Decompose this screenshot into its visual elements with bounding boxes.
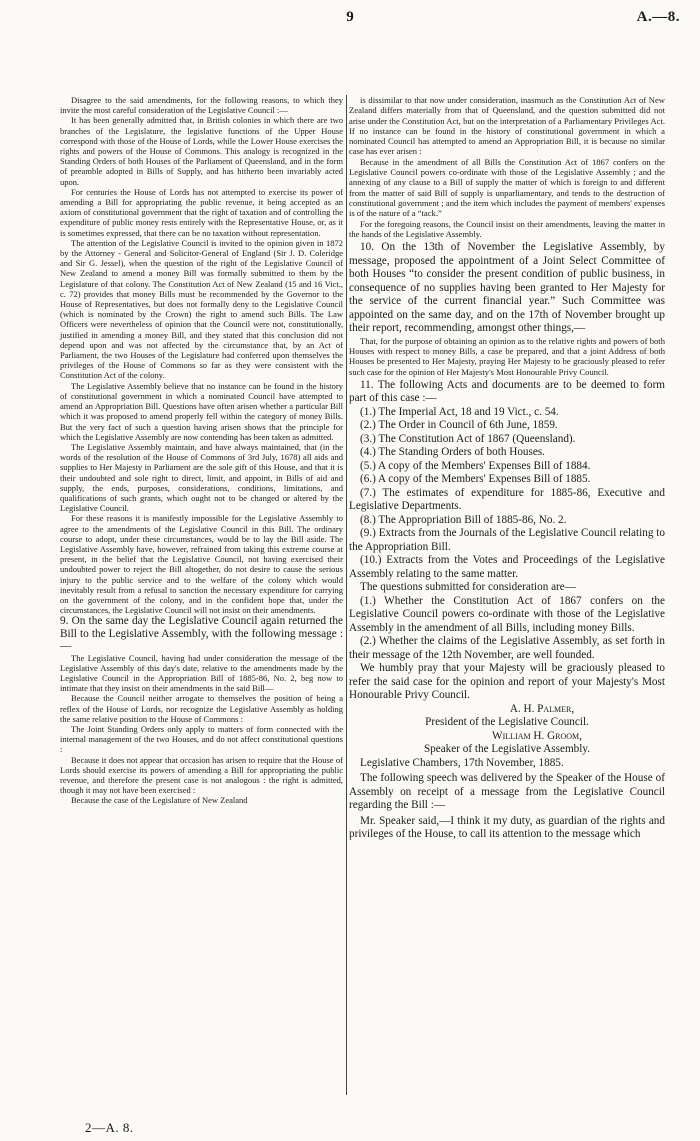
signatory-speaker: William H. Groom,: [492, 729, 582, 742]
paragraph: For the foregoing reasons, the Council insist on their amendments, leaving the matter in the hands of the Legislative Assembly.: [349, 218, 665, 239]
signatory-president: A. H. Palmer,: [509, 702, 575, 715]
right-column-text: [349, 95, 665, 703]
page-number: 9: [346, 9, 354, 25]
paragraph: For centuries the House of Lords has not attempted to exercise its power of amending a Bill for appropriating the public revenue, it being accepted as an axiom of constitutional government that the right of taxation and of controlling the expenditure of public money rests entirely with the Representative House, or, as it is sometimes expressed, that there can be no taxation without representation.: [60, 186, 343, 238]
paragraph: (1.) Whether the Constitution Act of 1867 confers on the Legislative Council powers co-ordinate with those of the Legislative Assembly in the amendment of all Bills, including money Bills.: [349, 594, 665, 634]
paragraph: It has been generally admitted that, in British colonies in which there are two branches of the Legislature, the legislative functions of the Upper House correspond with those of the House of Lords, while the Lower House exercises the rights and powers of the House of Commons. This analogy is recognized in the Standing Orders of both Houses of the Parliament of Queensland, and in the form of preamble adopted in Bills of Supply, and has hitherto been invariably acted upon.: [60, 115, 343, 187]
paragraph: The Legislative Council, having had under consideration the message of the Legislative Assembly of this day's date, relative to the amendments made by the Legislative Council in the Appropriation Bill of 1885-86, No. 2, beg now to intimate that they insist on their amendments in the said Bill—: [60, 652, 343, 694]
paragraph: (6.) A copy of the Members' Expenses Bill of 1885.: [360, 473, 591, 486]
paragraph: (3.) The Constitution Act of 1867 (Queensland).: [360, 432, 576, 445]
paragraph: The Legislative Assembly believe that no instance can be found in the history of constitutional government in which a nominated Council have attempted to amend an Appropriation Bill. Questions have often arisen whether a particular Bill which it was proposed to amend properly fell within the category of money Bills. But the very fact of such a question having arisen shows that the principle for which the Legislative Assembly are now contending has been taken as admitted.: [60, 380, 343, 442]
paragraph: (7.) The estimates of expenditure for 1885-86, Executive and Legislative Departments.: [349, 486, 665, 513]
paragraph: Disagree to the said amendments, for the following reasons, to which they invite the most careful consideration of the Legislative Council :—: [60, 95, 343, 116]
paragraph: The Legislative Assembly maintain, and have always maintained, that (in the words of the resolution of the House of Commons of 3rd July, 1678) all aids and supplies to Her Majesty in Parliament are the sole gift of this House, and that it is their undoubted and sole right to direct, limit, and appoint, in Bills of aid and supply, the ends, purposes, considerations, conditions, limitations, and qualifications of such grants, which ought not to be changed or altered by the Legislative Council.: [60, 441, 343, 514]
paragraph: (2.) The Order in Council of 6th June, 1859.: [360, 419, 558, 432]
paragraph: The attention of the Legislative Council is invited to the opinion given in 1872 by the Attorney - General and Solicitor-General of England (Sir J. D. Coleridge and Sir G. Jessel), when the question of the right of the Legislative Council of New Zealand to amend a money Bill was formally submitted to them by the Legislature of that colony. The Constitution Act of New Zealand (15 and 16 Vict., c. 72) provides that money Bills must be recommended by the Governor to the House of Representatives, but does not formally deny to the Legislative Council (which is nominated by the Crown) the right to amend such Bills. The Law Officers were nevertheless of opinion that the Council were not, constitutionally, justified in amending a money Bill, and they stated that this conclusion did not depend upon and was not affected by the circumstance that, by an Act of Parliament, the two Houses of the Legislature had conferred upon themselves the privileges of the House of Commons so far as they were consistent with the Constitution Act of the colony.: [60, 237, 343, 381]
place-date: Legislative Chambers, 17th November, 1885.: [360, 756, 564, 769]
paragraph: The following speech was delivered by the Speaker of the House of Assembly on receipt of a message from the Legislative Council regarding the Bill :—: [349, 772, 665, 812]
paragraph: The Joint Standing Orders only apply to matters of form connected with the internal management of the two Houses, and do not affect constitutional questions :: [60, 724, 343, 755]
left-column: [60, 95, 343, 806]
paragraph: (10.) Extracts from the Votes and Proceedings of the Legislative Assembly relating to the same matter.: [349, 554, 665, 580]
paragraph: Because the case of the Legislature of New Zealand: [71, 795, 248, 806]
paragraph: (8.) The Appropriation Bill of 1885-86, No. 2.: [360, 513, 567, 526]
paragraph: (1.) The Imperial Act, 18 and 19 Vict., c. 54.: [360, 405, 559, 418]
paragraph: 9. On the same day the Legislative Council again returned the Bill to the Legislative Assembly, with the following message :—: [60, 615, 343, 653]
column-divider: [346, 95, 347, 1095]
paragraph: Because the Council neither arrogate to themselves the position of being a reflex of the House of Lords, nor recognize the Legislative Assembly as holding the same relative position to the House of Commons :: [60, 693, 343, 724]
signature-block: [349, 703, 665, 771]
paragraph: That, for the purpose of obtaining an opinion as to the relative rights and powers of both Houses with respect to money Bills, a case be prepared, and that a joint Address of both Houses be presented to Her Majesty, praying Her Majesty to be graciously pleased to refer such case for the opinion of Her Majesty's Most Honourable Privy Council.: [349, 335, 665, 377]
paragraph: is dissimilar to that now under consideration, inasmuch as the Constitution Act of New Zealand differs materially from that of Queensland, and the question submitted did not arise under the Constitution Act, but on the interpretation of a Parliamentary Privileges Act. If no instance can be found in the history of constitutional government in which a nominated Council has attempted to amend an Appropriation Bill, it is because no similar case has ever arisen :: [349, 95, 665, 157]
signatory-president-title: President of the Legislative Council.: [425, 716, 589, 729]
paragraph: The questions submitted for consideration are—: [360, 581, 576, 594]
paragraph: Because in the amendment of all Bills the Constitution Act of 1867 confers on the Legislative Council powers co-ordinate with those of the Legislative Assembly ; and the annexing of any clause to a Bill of supply the matter of which is foreign to and different from the matter of said Bill of supply is unparliamentary, and tends to the destruction of constitutional government ; and the item which includes the payment of members' expenses is of the nature of a “tack.”: [349, 156, 665, 219]
paragraph: 10. On the 13th of November the Legislative Assembly, by message, proposed the appointment of a Joint Select Committee of both Houses “to consider the present condition of public business, in consequence of no supplies having been granted to Her Majesty for the service of the current financial year.” Such Committee was appointed on the same day, and on the 17th of November brought up their report, recommending, amongst other things,—: [349, 241, 665, 335]
paragraph: (9.) Extracts from the Journals of the Legislative Council relating to the Appropriation Bill.: [349, 527, 665, 553]
paragraph: Because it does not appear that occasion has arisen to require that the House of Lords should exercise its powers of amending a Bill for appropriating the public revenue, and therefore the present case is not analogous : the right is admitted, though it may not have been exercised :: [60, 754, 343, 796]
paragraph: (2.) Whether the claims of the Legislative Assembly, as set forth in their message of the 12th November, are well founded.: [349, 635, 665, 661]
paragraph: For these reasons it is manifestly impossible for the Legislative Assembly to agree to the amendments of the Legislative Council in this Bill. The ordinary course to adopt, under these circumstances, would be to lay the Bill aside. The Legislative Assembly have, however, refrained from taking this extreme course at present, in the belief that the Legislative Council, not having exercised their undoubted power to reject the Bill altogether, do not desire to cause the serious injury to the public service and to the welfare of the colony which would inevitably result from a refusal to sanction the necessary expenditure for carrying on the government of the colony, and in the confident hope that, under the circumstances, the Legislative Council will not insist on their amendments.: [60, 513, 343, 616]
paragraph: 11. The following Acts and documents are to be deemed to form part of this case :—: [349, 378, 665, 405]
page-reference: A.—8.: [636, 9, 680, 25]
speech-text: [349, 772, 665, 842]
paragraph: We humbly pray that your Majesty will be graciously pleased to refer the said case for the opinion and report of your Majesty's Most Honourable Privy Council.: [349, 662, 665, 702]
paragraph: (5.) A copy of the Members' Expenses Bill of 1884.: [360, 459, 591, 472]
signatory-speaker-title: Speaker of the Legislative Assembly.: [423, 743, 591, 756]
paragraph: (4.) The Standing Orders of both Houses.: [360, 446, 545, 459]
paragraph: Mr. Speaker said,—I think it my duty, as guardian of the rights and privileges of the House, to call its attention to the message which: [349, 814, 665, 841]
printer-signature-mark: 2—A. 8.: [85, 1120, 134, 1135]
right-column: [349, 95, 665, 842]
